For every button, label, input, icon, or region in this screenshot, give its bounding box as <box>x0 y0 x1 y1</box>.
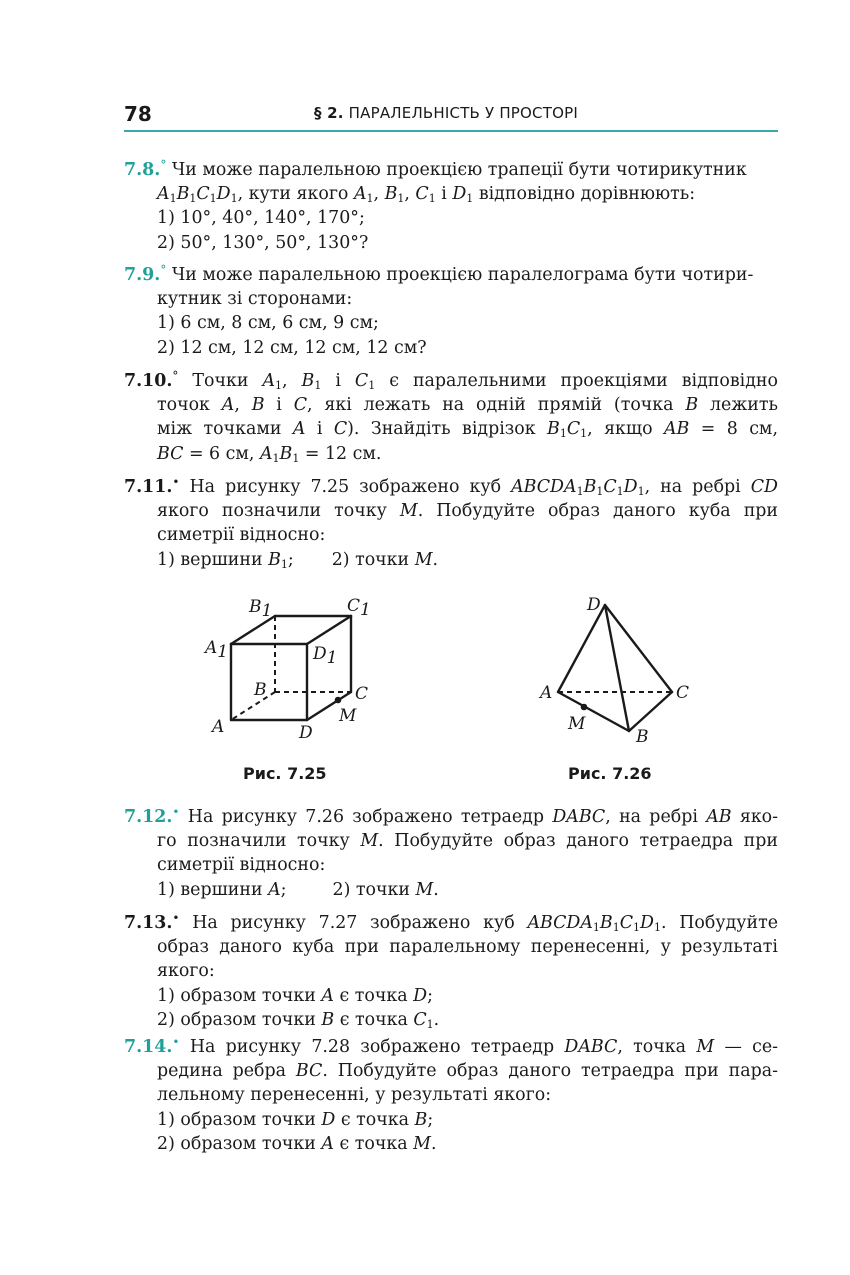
label-D: D <box>299 723 313 743</box>
difficulty-mark: • <box>172 1035 180 1049</box>
problem-text-line: редина ребра BC. Побудуйте образ даного тетраедра при пара- <box>157 1061 778 1082</box>
problem-text: На рисунку 7.27 зображено куб <box>192 913 515 933</box>
option-text: є точка <box>340 1109 409 1130</box>
problem-text: На рисунку 7.26 зображено тетраедр <box>187 807 545 827</box>
problem-text: = 12 см. <box>304 443 382 464</box>
option-2: 2) образом точки A є точка M. <box>157 1133 437 1154</box>
problem-text: = 8 см, <box>700 419 778 440</box>
section-title <box>314 104 578 122</box>
label-B1: B1 <box>249 597 273 621</box>
options-line: 1) вершини $B_1$; 2) точки M. <box>157 549 439 571</box>
problem-7-14: 7.14.• На рисунку 7.28 зображено тетраедр DABC, точка M — се- редина ребра BC. Побудуйте образ даного тетраедра при пара- лельному перенесенні, у результаті якого: 1) образом точки D є точка B; 2) образом точки A є точка M. <box>124 1030 778 1156</box>
problem-text: , які лежать на одній прямій (точка <box>307 395 674 416</box>
option-1: 1) 6 см, 8 см, 6 см, 9 см; <box>157 313 379 334</box>
difficulty-mark: • <box>172 475 180 489</box>
option-2: 2) 12 см, 12 см, 12 см, 12 см? <box>157 337 427 358</box>
difficulty-mark: • <box>172 805 180 819</box>
problem-text: , на ребрі <box>605 807 698 827</box>
option-2: 2) точки <box>331 549 410 570</box>
section-number: § 2. <box>314 104 344 122</box>
problem-text: = 6 см, <box>188 443 255 464</box>
problem-text-line: образ даного куба при паралельному перенесенні, у результаті <box>157 937 778 958</box>
tetra-edge-DA <box>558 605 605 692</box>
problem-text: якого позначили точку <box>157 501 387 522</box>
label-B: B <box>636 727 649 747</box>
label-C1: C1 <box>347 596 371 620</box>
option-2: 2) точки <box>332 879 410 900</box>
problem-number: 7.14. <box>124 1037 173 1057</box>
label-A: A <box>212 717 225 737</box>
problem-7-13: 7.13.• На рисунку 7.27 зображено куб $ABCDA_1B_1C_1D_1$. Побудуйте образ даного куба при паралельному перенесенні, у результаті якого: 1) образом точки A є точка D; 2) образом точки B є точка $C_1$. <box>124 911 779 1031</box>
problem-text: , кути якого <box>237 184 349 205</box>
problem-text: го позначили точку <box>157 831 350 852</box>
problem-7-10: 7.10.° Точки $A_1$, $B_1$ і $C_1$ є паралельними проекціями відповідно точок A, B і C, які лежать на одній прямій (точка B лежить між точками A і C). Знайдіть відрізок $B_1C_1$, якщо AB = 8 см, BC = 6 см, $A_1B_1 = 12$ см. <box>124 369 778 465</box>
option-text: є точка <box>339 1133 408 1154</box>
option-1: 1) образом точки A є точка D; <box>157 985 433 1006</box>
problem-text: лежить <box>709 395 778 416</box>
point-M <box>581 704 588 711</box>
tetra-edge-BC <box>629 692 672 731</box>
problem-number: 7.8. <box>124 160 161 180</box>
label-D: D <box>587 595 601 615</box>
option-1: 1) образом точки D є точка B; <box>157 1109 434 1130</box>
option-2: 2) 50°, 130°, 50°, 130°? <box>157 232 369 253</box>
problem-number: 7.10. <box>124 371 173 391</box>
problem-text: — се- <box>724 1037 779 1057</box>
label-A: A <box>540 683 553 703</box>
problem-text-line: BC = 6 см, $A_1B_1 = 12$ см. <box>157 443 382 465</box>
problem-text-line: кутник зі сторонами: <box>157 289 353 310</box>
problem-number: 7.12. <box>124 807 173 827</box>
problem-text-line: якого: <box>157 961 215 982</box>
options-line: 1) вершини A; 2) точки M. <box>157 879 439 900</box>
problem-text: , на ребрі <box>644 477 741 497</box>
problem-text: відповідно дорівнюють: <box>478 184 696 205</box>
option-text: 1) образом точки <box>157 1109 316 1130</box>
label-M: M <box>568 714 586 734</box>
problem-text-line: симетрії відносно: <box>157 855 326 876</box>
problem-text: між точками <box>157 419 282 440</box>
tetrahedron-figure <box>530 590 700 750</box>
problem-7-12: 7.12.• На рисунку 7.26 зображено тетраедр DABC, на ребрі AB яко- го позначили точку M. Побудуйте образ даного тетраедра при симетрії відносно: 1) вершини A; 2) точки M. <box>124 800 778 902</box>
label-B: B <box>254 680 267 700</box>
problem-text: . Побудуйте образ даного тетраедра при <box>378 831 778 852</box>
problem-text: яко- <box>739 807 779 827</box>
problem-number: 7.13. <box>124 913 173 933</box>
difficulty-mark: ° <box>160 158 167 172</box>
problem-text: На рисунку 7.28 зображено тетраедр <box>189 1037 555 1057</box>
problem-text: . Побудуйте образ даного куба при <box>417 501 779 522</box>
option-text: 2) образом точки <box>157 1133 316 1154</box>
problem-text-line: точок A, B і C, які лежать на одній прямій (точка B лежить <box>157 395 778 416</box>
page-header <box>124 100 778 132</box>
problem-7-11: 7.11.• На рисунку 7.25 зображено куб $ABCDA_1B_1C_1D_1$, на ребрі CD якого позначили точку M. Побудуйте образ даного куба при симетрії відносно: 1) вершини $B_1$; 2) точки M. <box>124 475 779 571</box>
option-text: 2) образом точки <box>157 1009 316 1030</box>
difficulty-mark: ° <box>172 369 179 383</box>
tetra-edge-DC <box>605 605 672 692</box>
problem-number: 7.11. <box>124 477 173 497</box>
cube-edge-C1D1 <box>307 616 351 644</box>
problem-text: На рисунку 7.25 зображено куб <box>189 477 502 497</box>
problem-text-line: $A_1B_1C_1D_1$, кути якого $A_1$, $B_1$, $C_1$ і $D_1$ відповідно дорівнюють: <box>157 184 696 206</box>
option-text: є точка <box>339 1009 408 1030</box>
difficulty-mark: • <box>172 911 180 925</box>
difficulty-mark: ° <box>160 263 167 277</box>
problem-text: . Побудуйте <box>660 913 779 933</box>
problem-text-line: якого позначили точку M. Побудуйте образ даного куба при <box>157 501 779 522</box>
problem-text: точок <box>157 395 210 416</box>
label-D1: D1 <box>313 644 338 668</box>
tetra-edge-DB <box>605 605 629 731</box>
page-number: 78 <box>124 102 152 126</box>
figure-caption-7-25: Рис. 7.25 <box>243 764 327 783</box>
option-1: 1) 10°, 40°, 140°, 170°; <box>157 208 365 229</box>
problem-7-9 <box>124 258 778 360</box>
problem-text-line: лельному перенесенні, у результаті якого: <box>157 1085 552 1106</box>
problem-text-line: між точками A і C). Знайдіть відрізок $B_1C_1$, якщо AB = 8 см, <box>157 419 778 441</box>
label-C: C <box>676 683 690 703</box>
problem-text-line: симетрії відносно: <box>157 525 326 546</box>
figure-caption-7-26: Рис. 7.26 <box>568 764 652 783</box>
problem-text: Чи може паралельною проекцією трапеції бути чотирикутник <box>171 160 747 180</box>
problem-text: Чи може паралельною проекцією паралелограма бути чотири- <box>171 265 754 285</box>
option-1: 1) вершини <box>157 549 263 570</box>
problem-7-8 <box>124 153 778 255</box>
label-C: C <box>355 684 369 704</box>
problem-text-line: го позначили точку M. Побудуйте образ даного тетраедра при <box>157 831 778 852</box>
cube-hidden-edge-BA <box>231 692 275 720</box>
problem-text: є паралельними проекціями відповідно <box>389 371 778 391</box>
label-A1: A1 <box>205 638 229 662</box>
point-M <box>335 697 342 704</box>
option-text: є точка <box>339 985 408 1006</box>
section-title-text: ПАРАЛЕЛЬНІСТЬ У ПРОСТОРІ <box>348 104 578 122</box>
option-text: 1) образом точки <box>157 985 316 1006</box>
problem-text: редина ребра <box>157 1061 286 1082</box>
problem-text: ). Знайдіть відрізок <box>347 419 536 440</box>
label-M: M <box>339 706 357 726</box>
problem-number: 7.9. <box>124 265 161 285</box>
problem-text: , якщо <box>587 419 653 440</box>
option-1: 1) вершини <box>157 879 263 900</box>
option-2: 2) образом точки B є точка $C_1$. <box>157 1009 440 1031</box>
problem-text: Точки <box>192 371 249 391</box>
cube-figure <box>200 592 380 752</box>
problem-text: . Побудуйте образ даного тетраедра при пара- <box>322 1061 778 1082</box>
problem-text: , точка <box>617 1037 686 1057</box>
